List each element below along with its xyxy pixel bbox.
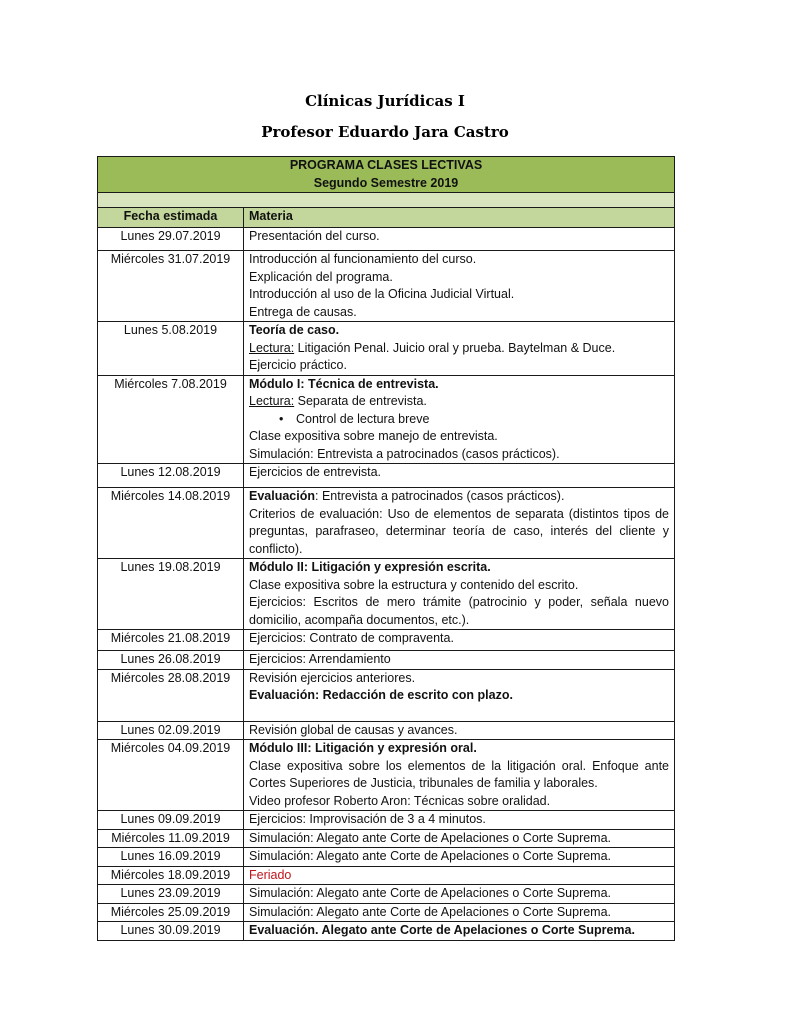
table-row (98, 885, 675, 904)
row-date: Lunes 16.09.2019 (98, 848, 244, 867)
row-subject: Ejercicios: Contrato de compraventa. (244, 630, 675, 651)
row-subject: Simulación: Alegato ante Corte de Apelaciones o Corte Suprema. (244, 829, 675, 848)
row-date: Lunes 02.09.2019 (98, 721, 244, 740)
banner-semester: Segundo Semestre 2019 (313, 175, 459, 190)
table-row (98, 251, 675, 322)
row-date: Lunes 26.08.2019 (98, 651, 244, 670)
table-row (98, 488, 675, 559)
spacer-band (98, 193, 675, 208)
table-row (98, 721, 675, 740)
row-subject: Ejercicios: Improvisación de 3 a 4 minutos. (244, 811, 675, 830)
table-row-holiday (98, 866, 675, 885)
table-row (98, 848, 675, 867)
row-subject: Evaluación. Alegato ante Corte de Apelaciones o Corte Suprema. (244, 922, 675, 941)
table-row (98, 559, 675, 630)
row-date: Miércoles 31.07.2019 (98, 251, 244, 322)
row-date: Lunes 09.09.2019 (98, 811, 244, 830)
row-date: Lunes 5.08.2019 (98, 322, 244, 376)
table-row (98, 811, 675, 830)
row-date: Miércoles 7.08.2019 (98, 375, 244, 464)
table-row (98, 669, 675, 721)
row-date: Miércoles 28.08.2019 (98, 669, 244, 721)
table-banner (98, 157, 675, 193)
row-subject: Módulo II: Litigación y expresión escrita. Clase expositiva sobre la estructura y contenido del escrito. Ejercicios: Escritos de mero trámite (patrocinio y poder, señala nuevo domicilio, acompaña documentos, etc.). (244, 559, 675, 630)
table-row (98, 322, 675, 376)
row-date: Miércoles 11.09.2019 (98, 829, 244, 848)
table-row (98, 228, 675, 251)
row-subject: Ejercicios: Arrendamiento (244, 651, 675, 670)
row-subject: Presentación del curso. (244, 228, 675, 251)
banner-title: PROGRAMA CLASES LECTIVAS (289, 158, 483, 172)
row-date: Miércoles 14.08.2019 (98, 488, 244, 559)
schedule-table (97, 156, 675, 941)
row-subject: Ejercicios de entrevista. (244, 464, 675, 488)
row-subject: Simulación: Alegato ante Corte de Apelaciones o Corte Suprema. (244, 903, 675, 922)
document-title: Clínicas Jurídicas I (305, 92, 465, 110)
reading-label: Lectura: (249, 394, 295, 408)
row-subject: Simulación: Alegato ante Corte de Apelaciones o Corte Suprema. (244, 885, 675, 904)
bullet-item: • Control de lectura breve (249, 411, 669, 429)
row-date: Lunes 19.08.2019 (98, 559, 244, 630)
row-date: Miércoles 25.09.2019 (98, 903, 244, 922)
table-row (98, 375, 675, 464)
table-row (98, 922, 675, 941)
holiday-label: Feriado (249, 867, 292, 882)
row-date: Miércoles 04.09.2019 (98, 740, 244, 811)
document-subtitle: Profesor Eduardo Jara Castro (261, 123, 509, 141)
row-subject: Introducción al funcionamiento del curso. Explicación del programa. Introducción al uso de la Oficina Judicial Virtual. Entrega de causas. (244, 251, 675, 322)
table-row (98, 829, 675, 848)
row-subject: Teoría de caso. Lectura: Litigación Penal. Juicio oral y prueba. Baytelman & Duce. Ejercicio práctico. (244, 322, 675, 376)
row-subject: Simulación: Alegato ante Corte de Apelaciones o Corte Suprema. (244, 848, 675, 867)
row-date: Miércoles 21.08.2019 (98, 630, 244, 651)
table-row (98, 740, 675, 811)
row-subject: Revisión ejercicios anteriores. Evaluación: Redacción de escrito con plazo. (244, 669, 675, 721)
row-date: Lunes 12.08.2019 (98, 464, 244, 488)
bullet-icon: • (279, 411, 284, 426)
row-subject: Módulo I: Técnica de entrevista. Lectura: Separata de entrevista. • Control de lectura breve Clase expositiva sobre manejo de entrevista. Simulación: Entrevista a patrocinados (casos prácticos). (244, 375, 675, 464)
table-row (98, 903, 675, 922)
header-date: Fecha estimada (98, 208, 244, 228)
reading-label: Lectura: (249, 340, 295, 355)
row-subject (244, 866, 675, 885)
row-subject: Módulo III: Litigación y expresión oral. Clase expositiva sobre los elementos de la litigación oral. Enfoque ante Cortes Superiores de Justicia, tribunales de familia y laborales. Video profesor Roberto Aron: Técnicas sobre oralidad. (244, 740, 675, 811)
row-subject: Evaluación: Entrevista a patrocinados (casos prácticos). Criterios de evaluación: Uso de elementos de separata (distintos tipos de preguntas, parafraseo, determinar teoría de caso, interés del cliente y conflicto). (244, 488, 675, 559)
row-date: Miércoles 18.09.2019 (98, 866, 244, 885)
row-date: Lunes 29.07.2019 (98, 228, 244, 251)
header-subject: Materia (244, 208, 675, 228)
table-row (98, 464, 675, 488)
table-row (98, 630, 675, 651)
row-subject: Revisión global de causas y avances. (244, 721, 675, 740)
row-date: Lunes 30.09.2019 (98, 922, 244, 941)
table-header-row (98, 208, 675, 228)
row-date: Lunes 23.09.2019 (98, 885, 244, 904)
table-row (98, 651, 675, 670)
